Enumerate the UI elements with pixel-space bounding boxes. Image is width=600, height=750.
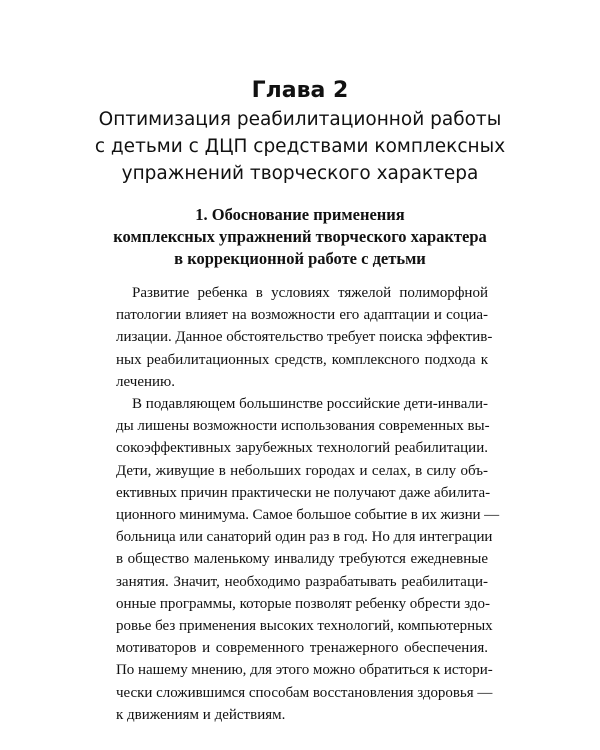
section-heading-line: 1. Обоснование применения [195,205,405,224]
text-line: мотиваторов и современного тренажерного обеспечения. [116,640,488,657]
text-line: ровье без применения высоких технологий, компьютерных [116,618,493,635]
text-line: ционного минимума. Самое большое событие в их жизни — [116,507,500,524]
text-line: ных реабилитационных средств, комплексного подхода к [116,351,488,368]
chapter-subtitle-line: Оптимизация реабилитационной работы [98,109,502,130]
body-text [116,282,500,726]
section-heading-line: комплексных упражнений творческого характера [113,227,487,246]
text-line: ды лишены возможности использования современных вы- [116,418,490,435]
text-line: Развитие ребенка в условиях тяжелой полиморфной [132,285,488,301]
chapter-title: Глава 2 [251,78,349,103]
chapter-subtitle-line: упражнений творческого характера [121,163,479,184]
text-line: чески сложившимся способам восстановления здоровья — [116,684,493,701]
text-line: к движениям и действиям. [116,706,286,723]
text-line: патологии влияет на возможности его адаптации и социа- [116,307,488,324]
section-heading [90,204,510,270]
text-line: в общество маленькому инвалиду требуются ежедневные [116,551,488,568]
chapter-subtitle [90,106,510,187]
paragraph [116,282,493,393]
paragraph [116,393,500,726]
text-line: занятия. Значит, необходимо разрабатывать реабилитаци- [116,573,488,590]
text-line: больница или санаторий один раз в год. Но для интеграции [116,529,493,546]
section-heading-line: в коррекционной работе с детьми [174,249,426,268]
text-line: сокоэффективных зарубежных технологий реабилитации. [116,440,488,457]
text-line: ективных причин практически не получают даже абилита- [116,484,491,501]
text-line: Дети, живущие в небольших городах и селах, в силу объ- [116,462,488,479]
text-line: лизации. Данное обстоятельство требует поиска эффектив- [116,329,493,346]
text-line: По нашему мнению, для этого можно обратиться к истори- [116,662,493,679]
text-line: онные программы, которые позволят ребенку обрести здо- [116,595,490,612]
text-line: лечению. [116,373,175,390]
chapter-subtitle-line: с детьми с ДЦП средствами комплексных [94,136,506,157]
text-line: В подавляющем большинстве российские дети-инвали- [132,396,488,413]
